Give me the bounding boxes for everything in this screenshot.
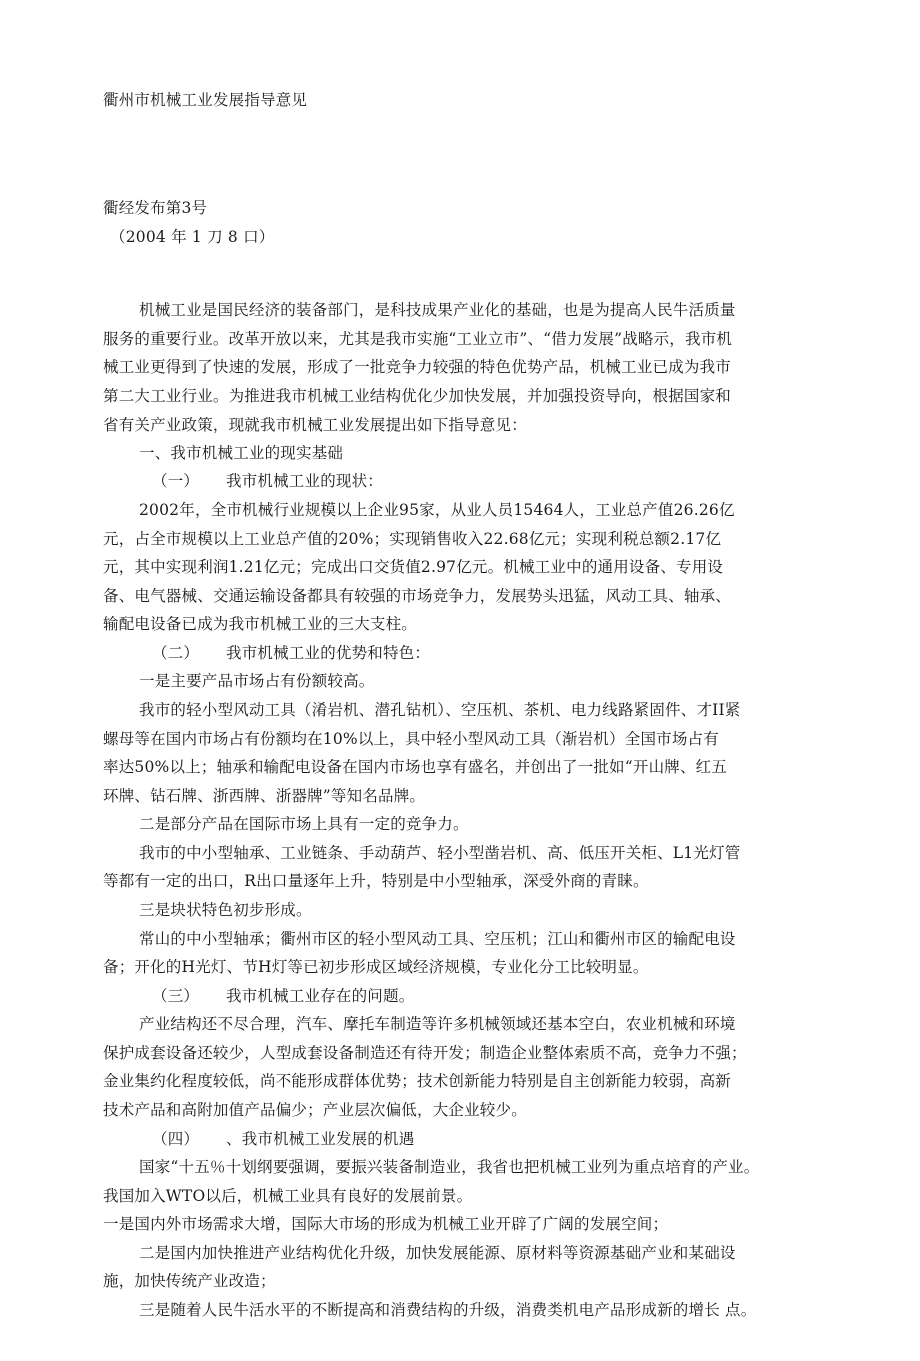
body-line: 金业集约化程度较低，尚不能形成群体优势；技术创新能力特别是自主创新能力较弱，高新 <box>103 1072 732 1090</box>
body-line: 元，占全市规模以上工业总产值的20%；实现销售收入22.68亿元；实现利税总额2.17亿 <box>103 530 722 548</box>
subsection-number: （二） <box>152 644 200 662</box>
body-line: 一是主要产品市场占有份额较高。 <box>139 672 375 690</box>
body-line: 二是部分产品在国际市场上具有一定的竞争力。 <box>139 815 469 833</box>
document-date: （2004 年 1 刀 8 口） <box>110 228 275 246</box>
body-line: 施，加快传统产业改造； <box>103 1272 276 1290</box>
body-line: 第二大工业行业。为推进我市机械工业结构优化少加快发展，并加强投资导向，根据国家和 <box>103 387 732 405</box>
subsection-heading: 我市机械工业的现状： <box>226 472 384 490</box>
body-line: 三是随着人民牛活水平的不断提高和消费结构的升级，消费类机电产品形成新的增长 点。 <box>139 1301 757 1319</box>
body-line: 输配电设备已成为我市机械工业的三大支柱。 <box>103 615 418 633</box>
body-line: 省有关产业政策，现就我市机械工业发展提出如下指导意见： <box>103 416 527 434</box>
subsection-heading: 我市机械工业存在的问题。 <box>226 987 415 1005</box>
body-line: 保护成套设备还较少，人型成套设备制造还有待开发；制造企业整体索质不高，竞争力不强； <box>103 1044 747 1062</box>
body-line: 环牌、钻石牌、浙西牌、浙器牌”等知名品牌。 <box>103 787 426 805</box>
body-line: 三是块状特色初步形成。 <box>139 901 312 919</box>
body-line: 我市的中小型轴承、工业链条、手动葫芦、轻小型凿岩机、高、低压开关柜、L1光灯管 <box>139 844 741 862</box>
subsection-number: （四） <box>152 1130 200 1148</box>
body-line: 2002年，全市机械行业规模以上企业95家，从业人员15464人，工业总产值26.26亿 <box>139 501 735 519</box>
body-line: 备；开化的H光灯、节H灯等已初步形成区域经济规模，专业化分工比较明显。 <box>103 958 649 976</box>
body-line: 产业结构还不尽合理，汽车、摩托车制造等许多机械领域还基本空白，农业机械和环境 <box>139 1015 736 1033</box>
body-line: 机械工业是国民经济的装备部门，是科技成果产业化的基础，也是为提高人民牛活质量 <box>139 301 736 319</box>
body-line: 国家“十五％十划纲要强调，要振兴装备制造业，我省也把机械工业列为重点培育的产业。 <box>139 1158 760 1176</box>
body-line: 备、电气器械、交通运输设备都具有较强的市场竞争力，发展势头迅猛，风动工具、轴承、 <box>103 587 732 605</box>
body-line: 元，其中实现利润1.21亿元；完成出口交货值2.97亿元。机械工业中的通用设备、专用设 <box>103 558 724 576</box>
section-heading: 一、我市机械工业的现实基础 <box>139 444 344 462</box>
body-line: 械工业更得到了快速的发展，形成了一批竞争力较强的特色优势产品，机械工业已成为我市 <box>103 358 732 376</box>
subsection-heading: 我市机械工业的优势和特色： <box>226 644 431 662</box>
document-number: 衢经发布第3号 <box>103 199 208 217</box>
body-line: 技术产品和高附加值产品偏少；产业层次偏低，大企业较少。 <box>103 1101 527 1119</box>
body-line: 螺母等在国内市场占有份额均在10%以上，具中轻小型风动工具（渐岩机）全国市场占有 <box>103 730 719 748</box>
subsection-number: （一） <box>152 472 200 490</box>
body-line: 一是国内外市场需求大增，国际大市场的形成为机械工业开辟了广阔的发展空间； <box>103 1215 669 1233</box>
body-line: 率达50%以上；轴承和输配电设备在国内市场也享有盛名，并创出了一批如“开山牌、红五 <box>103 758 728 776</box>
body-line: 二是国内加快推进产业结构优化升级，加快发展能源、原材料等资源基础产业和某础设 <box>139 1244 736 1262</box>
body-line: 服务的重要行业。改革开放以来，尤其是我市实施“工业立市”、“借力发展”战略示，我市机 <box>103 330 733 348</box>
subsection-heading: 、我市机械工业发展的机遇 <box>226 1130 415 1148</box>
document-title: 衢州市机械工业发展指导意见 <box>103 91 308 109</box>
body-line: 我国加入WTO以后，机械工业具有良好的发展前景。 <box>103 1187 473 1205</box>
body-line: 等都有一定的出口，R出口量逐年上升，特别是中小型轴承，深受外商的青睐。 <box>103 872 649 890</box>
subsection-number: （三） <box>152 987 200 1005</box>
body-line: 我市的轻小型风动工具（淆岩机、潜孔钻机）、空压机、茶机、电力线路紧固件、才II紧 <box>139 701 741 719</box>
body-line: 常山的中小型轴承；衢州市区的轻小型风动工具、空压机；江山和衢州市区的输配电设 <box>139 930 736 948</box>
